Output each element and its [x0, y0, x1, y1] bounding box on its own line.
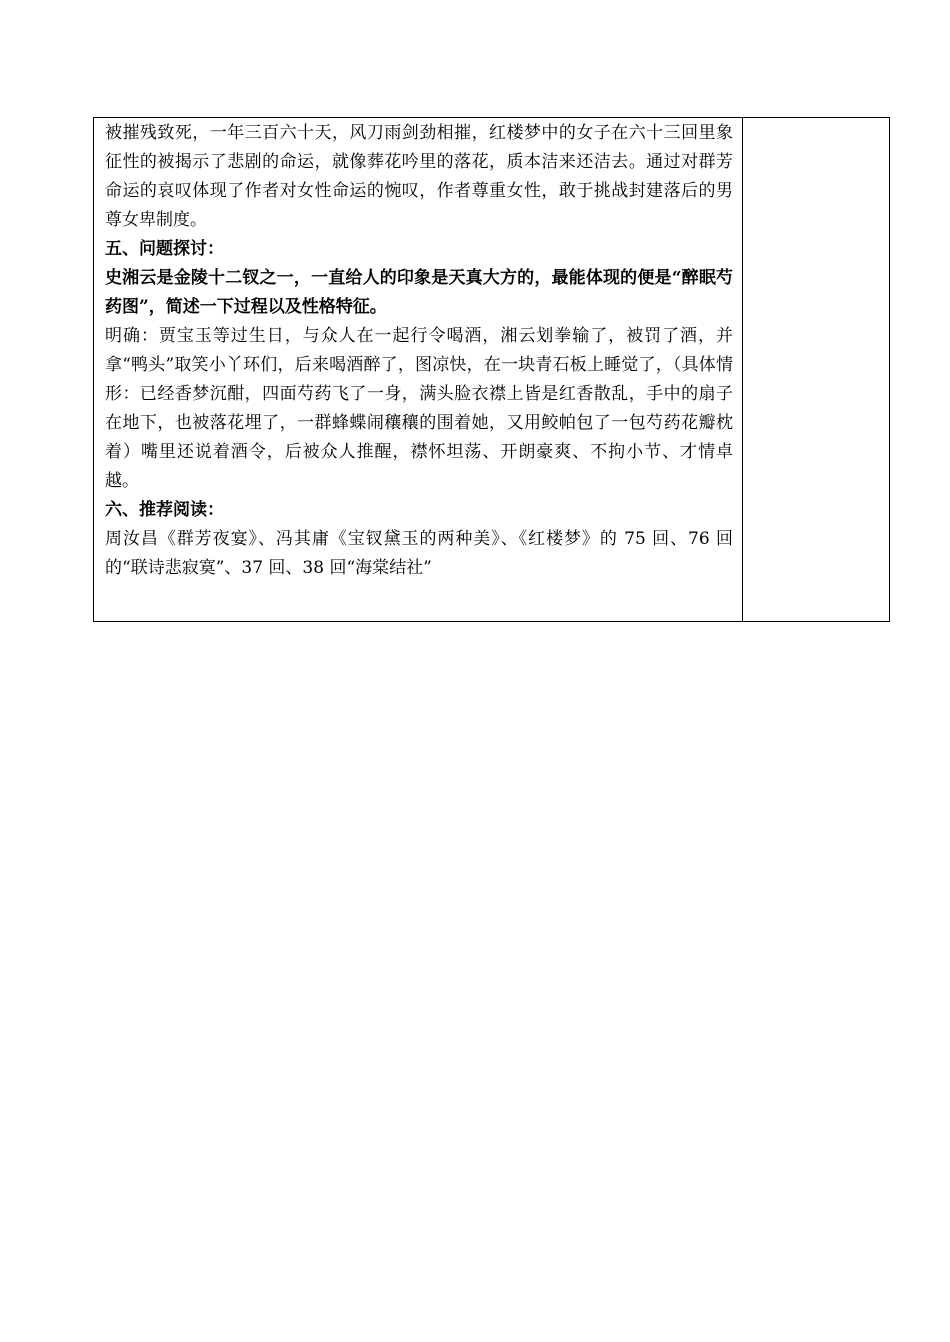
discussion-answer: 明确：贾宝玉等过生日，与众人在一起行令喝酒，湘云划拳输了，被罚了酒，并拿“鸭头”取笑小丫环们，后来喝酒醉了，图凉快，在一块青石板上睡觉了，（具体情形：已经香梦沉酣，四面芍药飞了一身，满头脸衣襟上皆是红香散乱，手中的扇子在地下，也被落花埋了，一群蜂蝶闹穰穰的围着她，又用鲛帕包了一包芍药花瓣枕着）嘴里还说着酒令，后被众人推醒，襟怀坦荡、开朗豪爽、不拘小节、才情卓越。 [105, 326, 733, 491]
recommended-reading: 周汝昌《群芳夜宴》、冯其庸《宝钗黛玉的两种美》、《红楼梦》的 75 回、76 回的“联诗悲寂寞”、37 回、38 回“海棠结社” [105, 529, 733, 578]
content-table [93, 117, 890, 622]
heading-discussion: 五、问题探讨： [105, 239, 224, 259]
paragraph-fate: 被摧残致死，一年三百六十天，风刀雨剑劲相摧，红楼梦中的女子在六十三回里象征性的被揭示了悲剧的命运，就像葬花吟里的落花，质本洁来还洁去。通过对群芳命运的哀叹体现了作者对女性命运的惋叹，作者尊重女性，敢于挑战封建落后的男尊女卑制度。 [105, 123, 733, 230]
discussion-question: 史湘云是金陵十二钗之一，一直给人的印象是天真大方的，最能体现的便是“醉眠芍药图”，简述一下过程以及性格特征。 [105, 268, 733, 317]
main-cell [94, 118, 743, 621]
side-cell [743, 118, 889, 621]
heading-reading: 六、推荐阅读： [105, 500, 224, 520]
